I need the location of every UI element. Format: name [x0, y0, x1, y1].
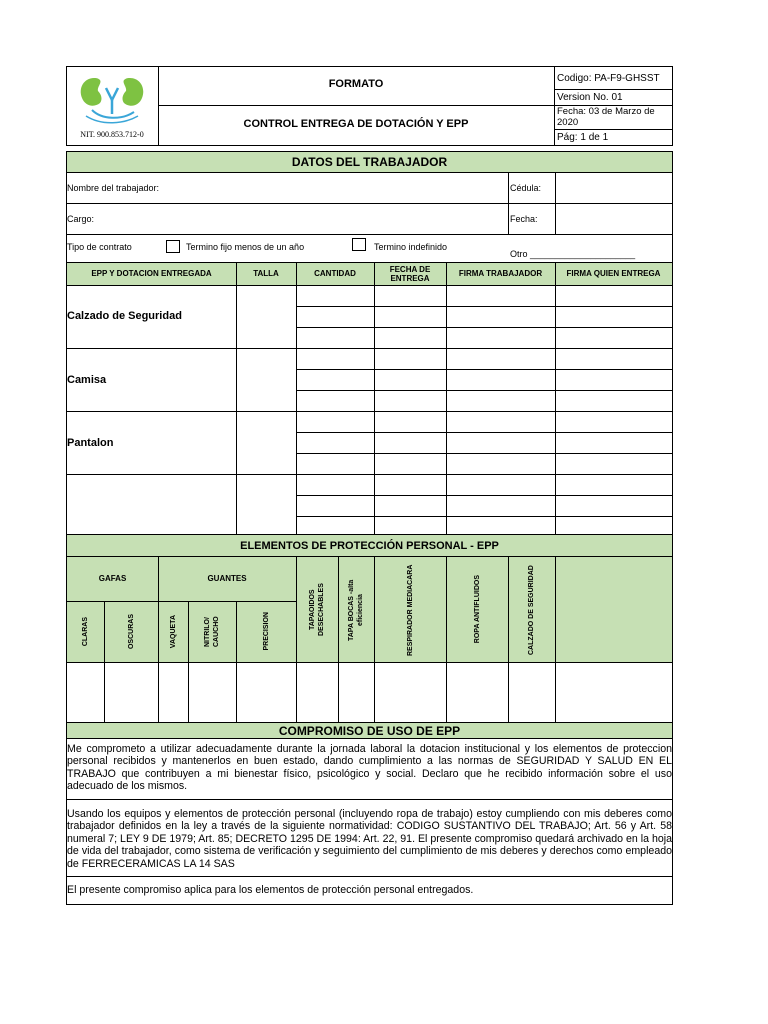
col-cantidad: CANTIDAD	[314, 269, 356, 278]
epp-tapabocas: TAPA BOCAS -alta eficiencia	[348, 578, 364, 641]
cargo-label: Cargo:	[67, 214, 95, 224]
compromiso-paragraph-1: Me comprometo a utilizar adecuadamente durante la jornada laboral la dotacion institucional y los elementos de proteccion personal recibidos y mantenerlos en buen estado, dando cumplimiento a las normas de SEGURIDAD Y SALUD EN EL TRABAJO que contribuyen a mi bienestar físico, psicológico y social. Declaro que he recibido información sobre el uso adecuado de los mismos.	[67, 743, 672, 793]
epp-vaqueta: VAQUETA	[169, 614, 177, 649]
opt-fijo-label: Termino fijo menos de un año	[186, 242, 305, 252]
epp-gafas: GAFAS	[98, 573, 127, 583]
epp-precision: PRECISION	[262, 612, 270, 651]
opt-indefinido-label: Termino indefinido	[374, 242, 448, 252]
checkbox-indefinido[interactable]	[352, 238, 366, 251]
col-talla: TALLA	[253, 269, 279, 278]
epp-respirador: RESPIRADOR MEDIACARA	[406, 563, 414, 656]
item-calzado: Calzado de Seguridad	[67, 310, 182, 322]
codigo-text: Codigo: PA-F9-GHSST	[557, 72, 660, 84]
nombre-label: Nombre del trabajador:	[67, 183, 160, 193]
epp-ropa: ROPA ANTIFLUIDOS	[473, 575, 481, 644]
item-blank	[67, 494, 235, 514]
col-fecha-entrega: FECHA DE ENTREGA	[389, 264, 431, 283]
item-camisa: Camisa	[67, 374, 107, 386]
checkbox-fijo[interactable]	[166, 240, 180, 253]
epp-guantes: GUANTES	[207, 573, 247, 583]
compromiso-paragraph-2: Usando los equipos y elementos de protección personal (incluyendo ropa de trabajo) estoy cumpliendo con mis deberes como trabajador definidos en la ley a través de la siguiente normatividad: CODIGO SUSTANTIVO DEL TRABAJO; Art. 56 y Art. 58 numeral 7; LEY 9 DE 1979; Art. 85; DECRETO 1295 DE 1994: Art. 22, 91. El presente compromiso quedará archivado en la hoja de vida del trabajador, como sistema de verificación y seguimiento del cumplimiento de mis deberes y derechos como empleado de FERRECERAMICAS LA 14 SAS	[67, 808, 672, 870]
col-firma-trabajador: FIRMA TRABAJADOR	[458, 269, 543, 278]
section-title-epp: ELEMENTOS DE PROTECCIÓN PERSONAL - EPP	[67, 535, 672, 556]
cedula-field[interactable]	[556, 174, 672, 202]
format-label: FORMATO	[328, 78, 384, 90]
epp-oscuras: OSCURAS	[127, 613, 135, 649]
tipo-contrato-label: Tipo de contrato	[67, 242, 132, 252]
compromiso-paragraph-3: El presente compromiso aplica para los elementos de protección personal entregados.	[67, 884, 474, 896]
cargo-field[interactable]	[110, 205, 506, 233]
col-epp-dotacion: EPP Y DOTACION ENTREGADA	[91, 269, 212, 278]
section-title-compromiso: COMPROMISO DE USO DE EPP	[67, 723, 672, 738]
fecha-label: Fecha:	[510, 214, 538, 224]
item-pantalon: Pantalon	[67, 437, 114, 449]
col-firma-quien-entrega: FIRMA QUIEN ENTREGA	[566, 269, 661, 278]
epp-calzado: CALZADO DE SEGURIDAD	[528, 564, 535, 655]
cedula-label: Cédula:	[510, 183, 542, 193]
version-text: Version No. 01	[557, 92, 623, 103]
document-title: CONTROL ENTREGA DE DOTACIÓN Y EPP	[243, 118, 469, 130]
fecha-field[interactable]	[556, 205, 672, 233]
epp-claras: CLARAS	[82, 616, 89, 647]
fecha-doc-text: Fecha: 03 de Marzo de 2020	[557, 106, 655, 128]
pagina-text: Pág: 1 de 1	[557, 132, 609, 143]
epp-tapaoidos: TAPAOIDOS DESECHABLES	[309, 583, 325, 636]
epp-nitrilo: NITRILO/ CAUCHO	[204, 616, 220, 647]
nombre-field[interactable]	[230, 174, 506, 202]
section-title-trabajador: DATOS DEL TRABAJADOR	[67, 152, 672, 172]
nit-text: NIT. 900.853.712-0	[80, 129, 144, 139]
logo-icon	[72, 70, 152, 128]
otro-label[interactable]: Otro _____________________	[510, 249, 636, 259]
company-logo	[72, 70, 152, 128]
